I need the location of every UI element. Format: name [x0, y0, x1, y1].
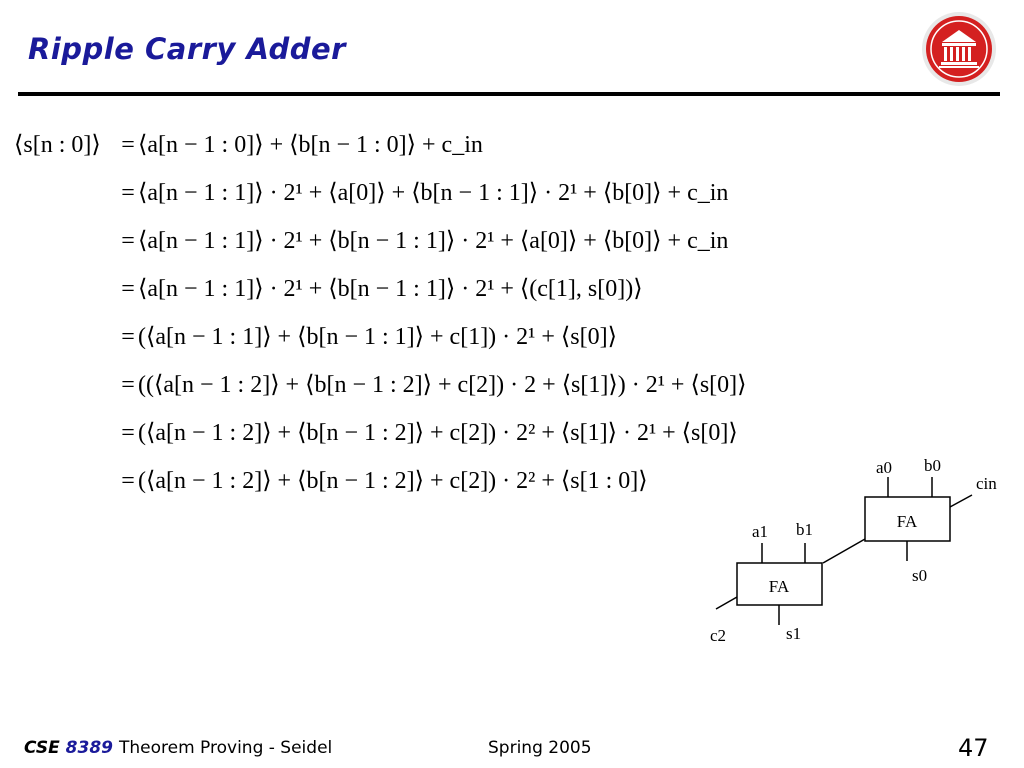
full-adder-0-label: FA — [896, 512, 918, 531]
equation-rhs: ⟨a[n − 1 : 1]⟩ · 2¹ + ⟨b[n − 1 : 1]⟩ · 2¹ + ⟨a[0]⟩ + ⟨b[0]⟩ + c_in — [138, 228, 729, 254]
equation-line-1 — [14, 130, 483, 159]
b0-label: b0 — [924, 456, 941, 475]
equation-lhs: ⟨s[n : 0]⟩ — [14, 132, 101, 158]
equation-line-5 — [118, 322, 617, 351]
cin-label: cin — [976, 474, 997, 493]
equals-sign: = — [121, 228, 135, 254]
equation-line-7 — [118, 418, 738, 447]
a1-label: a1 — [752, 522, 769, 541]
equation-rhs: ⟨a[n − 1 : 1]⟩ · 2¹ + ⟨a[0]⟩ + ⟨b[n − 1 : 1]⟩ · 2¹ + ⟨b[0]⟩ + c_in — [138, 180, 729, 206]
equals-sign: = — [121, 180, 135, 206]
equation-rhs: (⟨a[n − 1 : 1]⟩ + ⟨b[n − 1 : 1]⟩ + c[1]) · 2¹ + ⟨s[0]⟩ — [138, 324, 617, 350]
footer-course — [24, 738, 332, 762]
equation-line-6 — [118, 370, 747, 399]
equation-line-8 — [118, 466, 648, 495]
equals-sign: = — [121, 132, 135, 158]
page-number: 47 — [958, 734, 989, 762]
c2-label: c2 — [710, 626, 727, 645]
equation-rhs: ((⟨a[n − 1 : 2]⟩ + ⟨b[n − 1 : 2]⟩ + c[2]) · 2 + ⟨s[1]⟩) · 2¹ + ⟨s[0]⟩ — [138, 372, 747, 398]
equation-line-4 — [118, 274, 643, 303]
course-title: Theorem Proving - Seidel — [118, 738, 333, 758]
equals-sign: = — [121, 468, 135, 494]
equation-rhs: (⟨a[n − 1 : 2]⟩ + ⟨b[n − 1 : 2]⟩ + c[2]) · 2² + ⟨s[1]⟩ · 2¹ + ⟨s[0]⟩ — [138, 420, 738, 446]
full-adder-1-label: FA — [768, 577, 790, 596]
footer-term: Spring 2005 — [488, 738, 592, 758]
equation-line-3 — [118, 226, 728, 255]
title-divider — [18, 92, 1000, 96]
equation-rhs: ⟨a[n − 1 : 1]⟩ · 2¹ + ⟨b[n − 1 : 1]⟩ · 2¹ + ⟨(c[1], s[0])⟩ — [138, 276, 643, 302]
ripple-carry-diagram — [690, 455, 1020, 655]
equation-line-2 — [118, 178, 728, 207]
equation-rhs: (⟨a[n − 1 : 2]⟩ + ⟨b[n − 1 : 2]⟩ + c[2]) · 2² + ⟨s[1 : 0]⟩ — [138, 468, 648, 494]
equals-sign: = — [121, 324, 135, 350]
equation-rhs: ⟨a[n − 1 : 0]⟩ + ⟨b[n − 1 : 0]⟩ + c_in — [138, 132, 483, 158]
university-seal-icon — [920, 10, 998, 88]
s1-label: s1 — [786, 624, 802, 643]
b1-label: b1 — [796, 520, 813, 539]
s0-label: s0 — [912, 566, 928, 585]
course-prefix: CSE — [24, 738, 60, 758]
equals-sign: = — [121, 372, 135, 398]
a0-label: a0 — [876, 458, 893, 477]
course-number: 8389 — [65, 738, 113, 758]
slide-title: Ripple Carry Adder — [28, 32, 346, 66]
equals-sign: = — [121, 276, 135, 302]
equals-sign: = — [121, 420, 135, 446]
